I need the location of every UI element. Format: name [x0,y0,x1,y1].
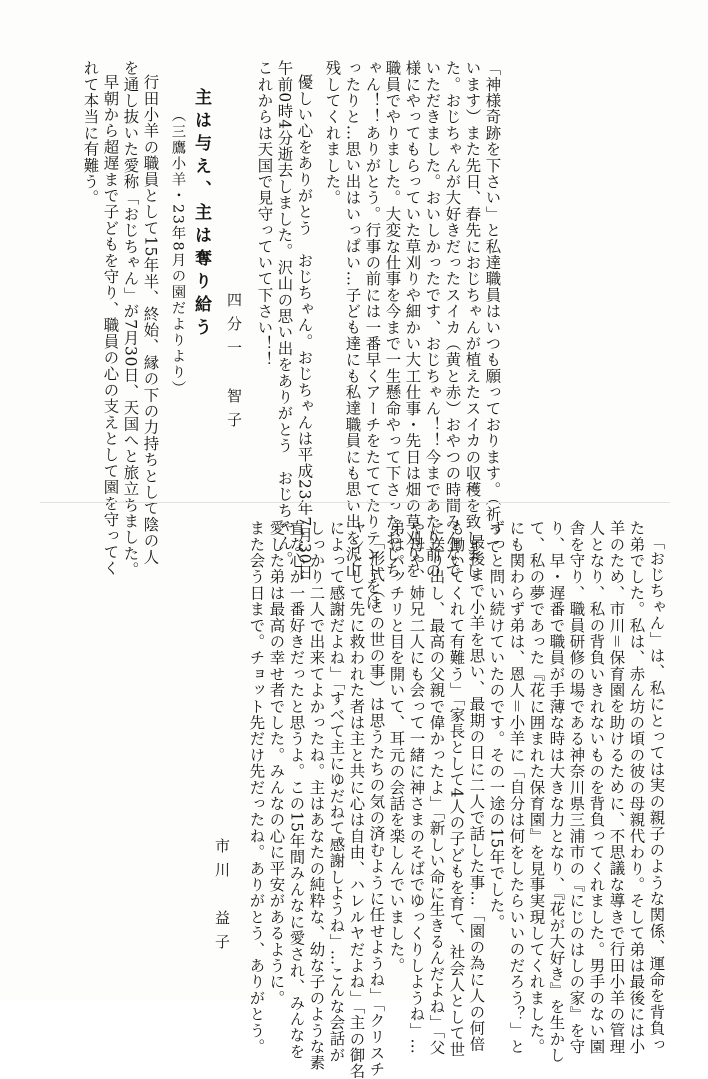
text-column: 様にやってもらっていた草刈りや細かい大工仕事・先日は畑の草刈りを [403,60,422,579]
text-column: 羊のため、市川＝保育園を助けるために、不思議な導きで行田小羊の管理 [607,520,626,1055]
text-column: に送り出し、最高の父親で偉かったよ」「新しい命に生きるんだよね」「父 [427,520,446,1056]
text-column: ずっと問い続けていたのです。その一途の15年でした。 [487,520,506,930]
section-subtitle: （三鷹小羊・23年8月の園だよりより） [169,108,186,397]
text-column: れて本当に有難う。 [81,60,100,206]
text-column: た。おじちゃんが大好きだったスイカ（黄と赤）おやつの時間みんなで [443,60,462,579]
text-column: 愛した弟は最高の幸せ者でした。みんなの心に平安があるように。 [267,520,286,1006]
text-column: 行田小羊の職員として15年半、終始、縁の下の力持ちとして陰の人 [141,74,160,565]
text-column: も働いてくれて有難う」「家長として4人の子どもを育て、社会人として世 [447,520,466,1058]
text-column: や母や、姉兄二人にも会って一緒に神さまのそばでゆっくりしようね」… [407,520,426,1055]
text-column: 優しい心をありがとう おじちゃん。おじちゃんは平成23年7月30日 [295,74,314,581]
section-title: 主は与え、主は奪り給う [191,88,211,341]
text-column: 最後まで小羊を思い、最期の日に二人で話した事…「園の為に人の何倍 [467,534,486,1053]
text-column: ャンとして先に救われた者は主と共に心は自由、ハレルヤだよね」「主の御名 [347,520,366,1079]
text-column: ゃん！！ありがとう。行事の前には一番早くアーチをたててたりテントをは [363,60,382,611]
text-column: 職員でやりました。大変な仕事を今まで一生懸命やって下さったおじち [383,60,402,579]
text-column: 「神様奇跡を下さい」と私達職員はいつも願っております。（祈って [483,60,502,555]
text-column: 残してくれました。 [323,60,342,206]
text-column: て、私の夢であった『花に囲まれた保育園』を見事実現してくれました。 [527,520,546,1055]
section-divider [40,502,670,503]
text-column: 早朝から超遅まで子どもを守り、職員の心の支えとして園を守ってく [101,74,120,577]
text-column: 舎を守り、職員研修の場である神奈川県三浦市の『にじのはしの家』を守 [567,520,586,1055]
text-column: 人となり、私の背負いきれないものを背負ってくれました。男手のない園 [587,520,606,1055]
text-column: また会う日まで。チョット先だけ先だったね。ありがとう、ありがとう。 [247,520,266,1055]
text-column: り、早・遅番で職員が手薄な時は大きな力となり、『花が大好き』を生かし [547,520,566,1064]
text-column: た弟でした。私は、赤ん坊の頃の彼の母親代わり。そして弟は最後には小 [627,520,646,1055]
author-name: 四分一 智子 [225,292,243,436]
text-column: 「おじちゃん」は、私にとっては実の親子のような関係、運命を背負っ [647,534,666,1053]
text-column: ったりと…思い出はいっぱい…子ども達にも私達職員にも思い出を沢山 [343,60,362,579]
text-column: いただきました。おいしかったです、おじちゃん！！今まであたり前の [423,60,442,579]
text-column: によって感謝だよね」「すべて主にゆだねて感謝しようね」…こんな会話が [327,520,346,1064]
text-column: 直な心が一番好きだったと思うよ。この15年間みんなに愛され、みんなを [287,520,306,1060]
text-column: 弟はパッチリと目を開いて、耳元の会話を楽しんでいました。 [387,520,406,974]
text-column: にも関わらず弟は、恩人＝小羊に「自分は何をしたらいいのだろう？」と [507,520,526,1055]
text-column: 「形式（この世の事）は思うたちの気の済むように任せようね」「クリスチ [367,534,386,1078]
text-column: を通し抜いた愛称「おじちゃん」が7月30日、天国へと旅立ちました。 [121,60,140,578]
text-column: います）また先日、春先におじちゃんが植えたスイカの収穫を致しまし [463,60,482,579]
author-name: 市川 益子 [213,838,231,958]
text-column: しっかり二人で出来てよかったね。主はあなたの純粋な、幼な子のような素 [307,520,326,1071]
text-column: 午前0時4分逝去しました。沢山の思い出をありがとう おじちゃん。 [275,60,294,568]
text-column: これからは天国で見守っていて下さい！！ [255,60,274,368]
